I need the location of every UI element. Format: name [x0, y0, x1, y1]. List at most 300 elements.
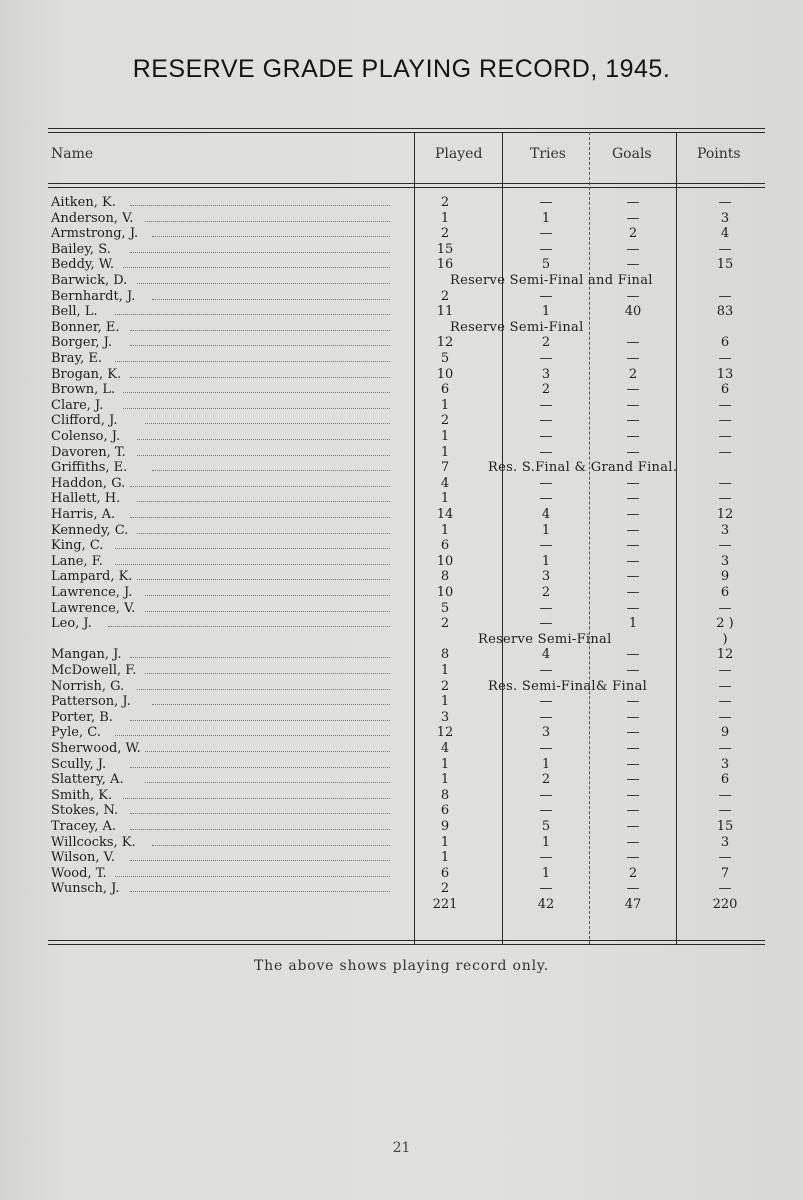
bottom-rule [48, 940, 765, 941]
goals-cell: — [626, 210, 640, 226]
points-cell: — [718, 787, 732, 803]
table-row [0, 851, 803, 864]
points-cell: — [718, 491, 732, 507]
player-name: Brown, L. [51, 382, 116, 398]
leader-dots [130, 517, 390, 518]
player-name: Sherwood, W. [51, 741, 141, 756]
goals-cell: — [626, 475, 640, 491]
tries-cell: — [539, 444, 553, 460]
goals-cell: — [626, 257, 640, 273]
played-cell: 1 [440, 850, 450, 866]
played-cell: 7 [440, 460, 450, 476]
leader-dots [115, 876, 390, 877]
table-row [0, 539, 803, 552]
tries-cell: 3 [541, 725, 551, 741]
goals-cell: — [626, 756, 640, 772]
leader-dots [145, 782, 390, 783]
leader-dots [115, 361, 390, 362]
table-row [0, 305, 803, 318]
points-cell: 6 [720, 382, 730, 398]
leader-dots [130, 720, 390, 721]
points-cell: 12 [716, 507, 734, 522]
player-name: Wood, T. [51, 865, 107, 881]
played-cell: 2 [440, 881, 450, 897]
goals-cell: 1 [628, 616, 638, 632]
goals-cell: — [626, 834, 640, 850]
played-cell: 6 [440, 865, 450, 881]
played-cell: 15 [436, 241, 454, 257]
tries-cell: — [539, 475, 553, 491]
player-name: King, C. [51, 538, 104, 554]
points-cell: 9 [720, 725, 730, 741]
played-cell: 1 [440, 522, 450, 538]
table-row [0, 882, 803, 895]
tries-cell: 1 [541, 865, 551, 881]
tries-cell: — [539, 288, 553, 304]
goals-cell: — [626, 382, 640, 398]
table-row [0, 570, 803, 583]
table-row [0, 648, 803, 661]
header-rule [48, 183, 765, 184]
table-row [0, 820, 803, 833]
player-name: Mangan, J. [51, 647, 122, 663]
points-cell: — [718, 413, 732, 429]
header-points: Points [697, 146, 741, 162]
player-name: Pyle, C. [51, 725, 101, 741]
played-cell: 2 [440, 678, 450, 694]
points-cell: 3 [720, 522, 730, 538]
points-cell: 3 [720, 210, 730, 226]
points-cell: — [718, 444, 732, 460]
goals-cell: — [626, 819, 640, 834]
points-cell: — [718, 741, 732, 756]
points-cell: 7 [720, 865, 730, 881]
player-name: Bernhardt, J. [51, 288, 136, 304]
table-row [0, 617, 803, 630]
played-cell: 1 [440, 210, 450, 226]
leader-dots [145, 751, 390, 752]
goals-cell: — [626, 288, 640, 304]
player-name: Armstrong, J. [51, 226, 139, 242]
played-cell: 1 [440, 444, 450, 460]
player-name: Harris, A. [51, 507, 116, 522]
table-row [0, 633, 803, 646]
player-name: Wunsch, J. [51, 881, 120, 897]
played-cell: 2 [440, 616, 450, 632]
leader-dots [130, 345, 390, 346]
page-number: 21 [392, 1140, 411, 1156]
page-title: RESERVE GRADE PLAYING RECORD, 1945. [132, 55, 671, 83]
played-cell: 1 [440, 429, 450, 444]
points-cell: — [718, 429, 732, 444]
table-row [0, 461, 803, 474]
table-row [0, 212, 803, 225]
leader-dots [115, 564, 390, 565]
points-cell: — [718, 288, 732, 304]
leader-dots [130, 813, 390, 814]
tries-cell: — [539, 491, 553, 507]
points-cell: 15 [716, 819, 734, 834]
points-cell: 4 [720, 226, 730, 242]
goals-cell: — [626, 241, 640, 257]
goals-cell: 47 [624, 897, 642, 912]
tries-cell: 4 [541, 647, 551, 663]
goals-cell: — [626, 741, 640, 756]
leader-dots [152, 470, 390, 471]
played-cell: 221 [432, 897, 458, 912]
table-row [0, 742, 803, 755]
leader-dots [115, 314, 390, 315]
played-cell: 16 [436, 257, 454, 273]
player-name: Aitken, K. [51, 195, 116, 210]
leader-dots [137, 579, 390, 580]
table-row [0, 196, 803, 209]
goals-cell: — [626, 725, 640, 741]
played-cell: 1 [440, 772, 450, 788]
goals-cell: 2 [628, 366, 638, 382]
tries-cell: 1 [541, 834, 551, 850]
table-row [0, 789, 803, 802]
player-name: Beddy, W. [51, 257, 114, 273]
goals-cell: 2 [628, 865, 638, 881]
goals-cell: — [626, 647, 640, 663]
played-cell: 3 [440, 709, 450, 725]
table-row [0, 726, 803, 739]
tries-cell: — [539, 195, 553, 210]
row-note: Res. S.Final & Grand Final. [488, 460, 678, 476]
player-name: Anderson, V. [51, 210, 134, 226]
player-name: Lawrence, J. [51, 585, 133, 600]
tries-cell: — [539, 787, 553, 803]
goals-cell: — [626, 397, 640, 413]
table-row [0, 243, 803, 256]
table-row [0, 227, 803, 240]
played-cell: 2 [440, 413, 450, 429]
player-name: Lane, F. [51, 553, 103, 569]
tries-cell: 2 [541, 335, 551, 351]
top-rule-2 [48, 132, 765, 133]
tries-cell: — [539, 741, 553, 756]
player-name: Stokes, N. [51, 803, 119, 819]
player-name: Lawrence, V. [51, 600, 136, 616]
player-name: Norrish, G. [51, 678, 125, 694]
table-row [0, 773, 803, 786]
played-cell: 1 [440, 834, 450, 850]
played-cell: 2 [440, 226, 450, 242]
player-name: Haddon, G. [51, 475, 126, 491]
tries-cell: — [539, 881, 553, 897]
tries-cell: 3 [541, 569, 551, 585]
tries-cell: 3 [541, 366, 551, 382]
player-name: Lampard, K. [51, 569, 133, 585]
goals-cell: — [626, 429, 640, 444]
played-cell: 1 [440, 663, 450, 678]
played-cell: 6 [440, 538, 450, 554]
player-name: Bonner, E. [51, 319, 120, 335]
tries-cell: 1 [541, 304, 551, 320]
points-cell: 13 [716, 366, 734, 382]
leader-dots [123, 267, 390, 268]
player-name: Hallett, H. [51, 491, 121, 507]
tries-cell: — [539, 663, 553, 678]
table-row [0, 836, 803, 849]
goals-cell: — [626, 351, 640, 366]
tries-cell: — [539, 397, 553, 413]
points-cell: 15 [716, 257, 734, 273]
leader-dots [152, 845, 390, 846]
row-note: Reserve Semi-Final and Final [450, 273, 653, 288]
tries-cell: 2 [541, 585, 551, 600]
tries-cell: 1 [541, 756, 551, 772]
leader-dots [137, 439, 390, 440]
table-row [0, 430, 803, 443]
leader-dots [137, 501, 390, 502]
top-rule [48, 128, 765, 129]
table-row [0, 274, 803, 287]
leader-dots [130, 891, 390, 892]
tries-cell: 1 [541, 210, 551, 226]
leader-dots [115, 548, 390, 549]
player-name: Patterson, J. [51, 694, 131, 710]
table-row [0, 664, 803, 677]
tries-cell: 1 [541, 522, 551, 538]
leader-dots [145, 221, 390, 222]
leader-dots [130, 330, 390, 331]
tries-cell: — [539, 351, 553, 366]
leader-dots [145, 423, 390, 424]
tries-cell: 4 [541, 507, 551, 522]
table-row [0, 414, 803, 427]
points-cell: — [718, 397, 732, 413]
tries-cell: 1 [541, 553, 551, 569]
leader-dots [145, 673, 390, 674]
played-cell: 1 [440, 397, 450, 413]
goals-cell: — [626, 709, 640, 725]
goals-cell: — [626, 553, 640, 569]
player-name: Wilson, V. [51, 850, 115, 866]
points-cell: 83 [716, 304, 734, 320]
table-row [0, 867, 803, 880]
table-row [0, 399, 803, 412]
played-cell: 8 [440, 569, 450, 585]
goals-cell: — [626, 491, 640, 507]
goals-cell: — [626, 850, 640, 866]
points-cell: — [718, 351, 732, 366]
table-row [0, 555, 803, 568]
tries-cell: — [539, 226, 553, 242]
player-name: Slattery, A. [51, 772, 124, 788]
leader-dots [130, 767, 390, 768]
points-cell: 3 [720, 756, 730, 772]
table-row [0, 898, 803, 911]
bottom-rule-2 [48, 944, 765, 945]
table-row [0, 477, 803, 490]
played-cell: 10 [436, 366, 454, 382]
goals-cell: — [626, 538, 640, 554]
tries-cell: — [539, 241, 553, 257]
player-name: Griffiths, E. [51, 460, 128, 476]
player-name: Bailey, S. [51, 241, 111, 257]
points-cell: 6 [720, 585, 730, 600]
goals-cell: — [626, 507, 640, 522]
points-cell: 9 [720, 569, 730, 585]
played-cell: 6 [440, 382, 450, 398]
tries-cell: — [539, 803, 553, 819]
points-cell: 2 ) [716, 616, 734, 632]
played-cell: 8 [440, 787, 450, 803]
tries-cell: — [539, 538, 553, 554]
player-name: McDowell, F. [51, 663, 137, 678]
leader-dots [130, 860, 390, 861]
tries-cell: — [539, 600, 553, 616]
leader-dots [108, 626, 390, 627]
header-played: Played [435, 146, 483, 162]
table-row [0, 321, 803, 334]
played-cell: 12 [436, 725, 454, 741]
leader-dots [130, 486, 390, 487]
played-cell: 5 [440, 351, 450, 366]
leader-dots [123, 392, 390, 393]
points-cell: 3 [720, 553, 730, 569]
player-name: Bray, E. [51, 351, 103, 366]
leader-dots [137, 689, 390, 690]
table-row [0, 446, 803, 459]
leader-dots [152, 704, 390, 705]
leader-dots [152, 236, 390, 237]
row-note: Res. Semi-Final& Final [488, 678, 648, 694]
leader-dots [115, 735, 390, 736]
tries-cell: 5 [541, 819, 551, 834]
played-cell: 1 [440, 756, 450, 772]
tries-cell: — [539, 850, 553, 866]
leader-dots [137, 283, 390, 284]
leader-dots [130, 252, 390, 253]
player-name: Smith, K. [51, 787, 113, 803]
points-cell: — [718, 803, 732, 819]
footer-note: The above shows playing record only. [254, 958, 549, 974]
points-cell: 12 [716, 647, 734, 663]
leader-dots [123, 798, 390, 799]
table-row [0, 508, 803, 521]
points-cell: — [718, 850, 732, 866]
leader-dots [130, 205, 390, 206]
table-row [0, 258, 803, 271]
played-cell: 2 [440, 195, 450, 210]
table-row [0, 695, 803, 708]
points-cell: — [718, 881, 732, 897]
played-cell: 4 [440, 475, 450, 491]
tries-cell: — [539, 616, 553, 632]
points-cell: — [718, 600, 732, 616]
table-row [0, 383, 803, 396]
table-row [0, 368, 803, 381]
played-cell: 4 [440, 741, 450, 756]
tries-cell: — [539, 694, 553, 710]
played-cell: 9 [440, 819, 450, 834]
goals-cell: 2 [628, 226, 638, 242]
points-cell: — [718, 538, 732, 554]
leader-dots [123, 408, 390, 409]
tries-cell: — [539, 413, 553, 429]
player-name: Colenso, J. [51, 429, 121, 444]
header-name: Name [51, 146, 94, 162]
leader-dots [130, 657, 390, 658]
played-cell: 1 [440, 694, 450, 710]
header-tries: Tries [530, 146, 566, 162]
played-cell: 6 [440, 803, 450, 819]
tries-cell: 42 [537, 897, 555, 912]
points-cell: — [718, 241, 732, 257]
row-note: Reserve Semi-Final [450, 319, 584, 335]
player-name: Kennedy, C. [51, 522, 129, 538]
leader-dots [145, 611, 390, 612]
table-row [0, 758, 803, 771]
played-cell: 5 [440, 600, 450, 616]
points-cell: 3 [720, 834, 730, 850]
points-cell: — [718, 678, 732, 694]
played-cell: 2 [440, 288, 450, 304]
player-name: Leo, J. [51, 616, 92, 632]
goals-cell: 40 [624, 304, 642, 320]
row-note: Reserve Semi-Final [478, 631, 612, 647]
table-row [0, 586, 803, 599]
goals-cell: — [626, 772, 640, 788]
player-name: Clare, J. [51, 397, 104, 413]
table-row [0, 352, 803, 365]
player-name: Borger, J. [51, 335, 112, 351]
goals-cell: — [626, 569, 640, 585]
played-cell: 14 [436, 507, 454, 522]
player-name: Porter, B. [51, 709, 113, 725]
player-name: Tracey, A. [51, 819, 117, 834]
leader-dots [130, 829, 390, 830]
player-name: Scully, J. [51, 756, 107, 772]
tries-cell: 2 [541, 772, 551, 788]
points-cell: — [718, 694, 732, 710]
leader-dots [130, 377, 390, 378]
points-cell: — [718, 195, 732, 210]
table-row [0, 524, 803, 537]
played-cell: 10 [436, 585, 454, 600]
tries-cell: — [539, 709, 553, 725]
table-row [0, 680, 803, 693]
played-cell: 8 [440, 647, 450, 663]
header-goals: Goals [612, 146, 652, 162]
player-name: Willcocks, K. [51, 834, 136, 850]
header-rule-2 [48, 187, 765, 188]
goals-cell: — [626, 413, 640, 429]
table-row [0, 492, 803, 505]
goals-cell: — [626, 522, 640, 538]
played-cell: 10 [436, 553, 454, 569]
goals-cell: — [626, 694, 640, 710]
goals-cell: — [626, 663, 640, 678]
table-row [0, 290, 803, 303]
goals-cell: — [626, 881, 640, 897]
leader-dots [152, 299, 390, 300]
goals-cell: — [626, 335, 640, 351]
leader-dots [137, 455, 390, 456]
player-name: Bell, L. [51, 304, 98, 320]
points-cell: — [718, 475, 732, 491]
goals-cell: — [626, 803, 640, 819]
tries-cell: — [539, 429, 553, 444]
played-cell: 1 [440, 491, 450, 507]
player-name: Davoren, T. [51, 444, 126, 460]
goals-cell: — [626, 600, 640, 616]
played-cell: 11 [436, 304, 454, 320]
table-row [0, 804, 803, 817]
